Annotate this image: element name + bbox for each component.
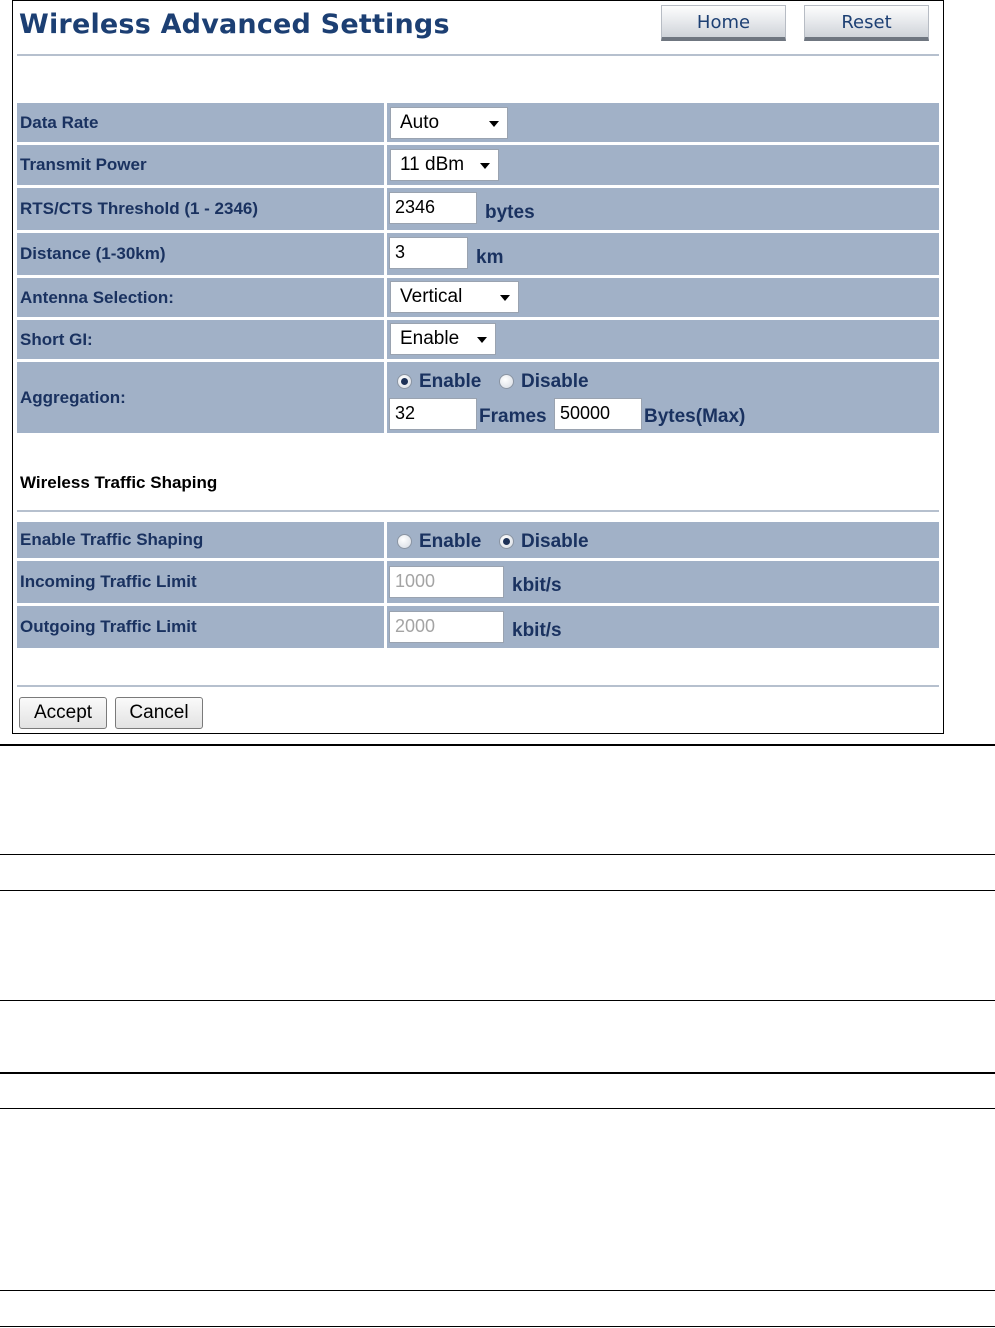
aggregation-bytes-input[interactable]: 50000 xyxy=(554,398,642,430)
chevron-down-icon xyxy=(489,121,499,127)
distance-row xyxy=(17,233,939,275)
aggregation-label: Aggregation: xyxy=(17,362,384,433)
outgoing-limit-row xyxy=(17,606,939,648)
incoming-limit-input[interactable]: 1000 xyxy=(389,566,504,598)
rts-cts-label: RTS/CTS Threshold (1 - 2346) xyxy=(17,188,384,230)
aggregation-row xyxy=(17,362,939,433)
enable-traffic-shaping-value-cell xyxy=(387,522,939,558)
chevron-down-icon xyxy=(480,163,490,169)
aggregation-enable-radio[interactable] xyxy=(397,374,412,389)
document-rule xyxy=(0,1072,995,1074)
transmit-power-select[interactable] xyxy=(390,149,499,181)
document-rule xyxy=(0,890,995,891)
home-button[interactable]: Home xyxy=(661,5,786,41)
transmit-power-value-cell xyxy=(387,145,939,185)
page-title: Wireless Advanced Settings xyxy=(19,9,450,40)
chevron-down-icon xyxy=(477,337,487,343)
outgoing-limit-unit: kbit/s xyxy=(512,620,562,641)
section-divider xyxy=(17,510,939,512)
aggregation-disable-label: Disable xyxy=(521,371,589,392)
outgoing-limit-input[interactable]: 2000 xyxy=(389,611,504,643)
aggregation-enable-label: Enable xyxy=(419,371,482,392)
short-gi-selected: Enable xyxy=(400,328,460,349)
enable-traffic-shaping-label: Enable Traffic Shaping xyxy=(17,522,384,558)
short-gi-value-cell xyxy=(387,320,939,359)
antenna-value-cell xyxy=(387,278,939,317)
data-rate-label: Data Rate xyxy=(17,103,384,142)
distance-input[interactable]: 3 xyxy=(389,237,468,269)
document-rule xyxy=(0,744,995,746)
aggregation-frames-unit: Frames xyxy=(479,406,547,427)
short-gi-row xyxy=(17,320,939,359)
outgoing-limit-value-cell xyxy=(387,606,939,648)
accept-button[interactable]: Accept xyxy=(19,697,107,729)
rts-cts-input[interactable]: 2346 xyxy=(389,192,477,224)
aggregation-frames-input[interactable]: 32 xyxy=(389,398,477,430)
document-rule xyxy=(0,1290,995,1291)
document-rule xyxy=(0,1108,995,1109)
incoming-limit-unit: kbit/s xyxy=(512,575,562,596)
incoming-limit-value-cell xyxy=(387,561,939,603)
antenna-selected: Vertical xyxy=(400,286,463,307)
chevron-down-icon xyxy=(500,295,510,301)
rts-cts-unit: bytes xyxy=(485,202,535,223)
traffic-shaping-enable-label: Enable xyxy=(419,531,482,552)
document-rule xyxy=(0,1326,995,1327)
data-rate-value-cell xyxy=(387,103,939,142)
incoming-limit-label: Incoming Traffic Limit xyxy=(17,561,384,603)
outgoing-limit-label: Outgoing Traffic Limit xyxy=(17,606,384,648)
short-gi-label: Short GI: xyxy=(17,320,384,359)
antenna-select[interactable] xyxy=(390,281,519,313)
aggregation-bytes-unit: Bytes(Max) xyxy=(644,406,746,427)
traffic-shaping-disable-label: Disable xyxy=(521,531,589,552)
transmit-power-row xyxy=(17,145,939,185)
aggregation-disable-radio[interactable] xyxy=(499,374,514,389)
settings-panel xyxy=(12,0,944,734)
transmit-power-label: Transmit Power xyxy=(17,145,384,185)
distance-value-cell xyxy=(387,233,939,275)
document-rule xyxy=(0,854,995,855)
antenna-row xyxy=(17,278,939,317)
title-divider xyxy=(17,54,939,56)
antenna-label: Antenna Selection: xyxy=(17,278,384,317)
aggregation-value-cell xyxy=(387,362,939,433)
transmit-power-selected: 11 dBm xyxy=(400,154,465,175)
rts-cts-row xyxy=(17,188,939,230)
incoming-limit-row xyxy=(17,561,939,603)
data-rate-selected: Auto xyxy=(400,112,440,133)
traffic-shaping-section-title: Wireless Traffic Shaping xyxy=(20,473,218,492)
reset-button[interactable]: Reset xyxy=(804,5,929,41)
distance-label: Distance (1-30km) xyxy=(17,233,384,275)
data-rate-select[interactable] xyxy=(390,107,508,139)
footer-divider xyxy=(17,685,939,687)
short-gi-select[interactable] xyxy=(390,323,496,355)
traffic-shaping-enable-radio[interactable] xyxy=(397,534,412,549)
enable-traffic-shaping-row xyxy=(17,522,939,558)
distance-unit: km xyxy=(476,247,504,268)
document-rule xyxy=(0,1000,995,1001)
data-rate-row xyxy=(17,103,939,142)
cancel-button[interactable]: Cancel xyxy=(115,697,203,729)
traffic-shaping-disable-radio[interactable] xyxy=(499,534,514,549)
rts-cts-value-cell xyxy=(387,188,939,230)
